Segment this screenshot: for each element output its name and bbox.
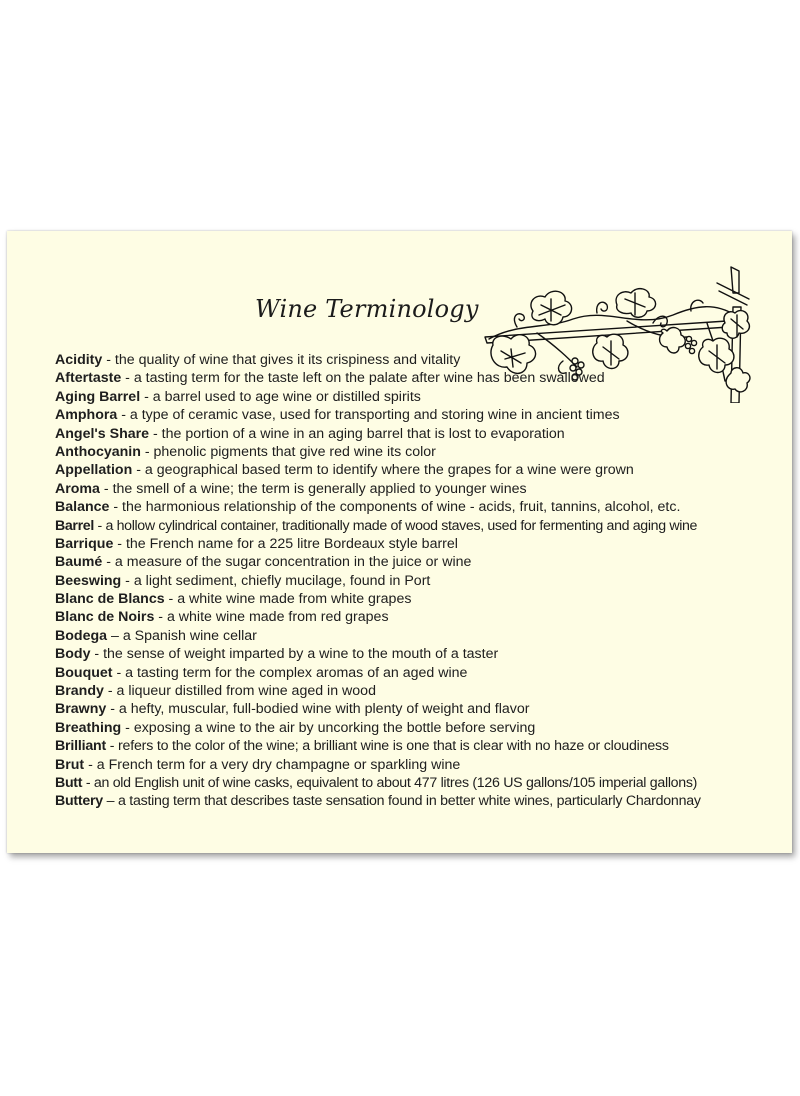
list-item: [55, 553, 785, 571]
list-item: [55, 737, 785, 755]
term-word: Blanc de Blancs: [55, 591, 165, 608]
term-definition: a tasting term for the taste left on the palate after wine has been swallowed: [133, 370, 605, 387]
term-separator: -: [106, 738, 119, 755]
term-definition: a liqueur distilled from wine aged in wood: [116, 683, 376, 700]
term-separator: -: [109, 499, 123, 516]
term-separator: -: [121, 719, 134, 736]
list-item: [55, 774, 785, 792]
term-definition: phenolic pigments that give red wine its color: [153, 443, 436, 460]
term-word: Aging Barrel: [55, 388, 141, 405]
list-item: [55, 682, 785, 700]
list-item: [55, 572, 785, 590]
terminology-list: [55, 351, 785, 811]
term-definition: a geographical based term to identify where the grapes for a wine were grown: [144, 462, 634, 479]
term-separator: –: [102, 793, 118, 810]
term-definition: a barrel used to age wine or distilled spirits: [152, 388, 421, 405]
list-item: [55, 645, 785, 663]
term-word: Buttery: [55, 793, 103, 810]
term-separator: -: [121, 572, 134, 589]
list-item: [55, 461, 785, 479]
term-separator: -: [84, 756, 97, 773]
term-word: Beeswing: [55, 572, 122, 589]
list-item: [55, 498, 785, 516]
list-item: [55, 756, 785, 774]
term-separator: -: [106, 701, 119, 718]
term-definition: a hollow cylindrical container, traditionally made of wood staves, used for fermenting and aging wine: [105, 517, 698, 534]
list-item: [55, 351, 785, 369]
term-definition: a Spanish wine cellar: [122, 627, 257, 644]
term-separator: -: [93, 517, 106, 534]
term-separator: -: [140, 388, 153, 405]
term-definition: the smell of a wine; the term is generally applied to younger wines: [112, 480, 527, 497]
term-word: Breathing: [55, 719, 122, 736]
list-item: [55, 406, 785, 424]
term-word: Body: [55, 646, 91, 663]
term-definition: a type of ceramic vase, used for transporting and storing wine in ancient times: [129, 407, 620, 424]
term-definition: the harmonious relationship of the components of wine - acids, fruit, tannins, alcohol, etc.: [122, 499, 681, 516]
list-item: [55, 792, 785, 810]
term-word: Acidity: [55, 352, 103, 368]
term-definition: exposing a wine to the air by uncorking the bottle before serving: [133, 719, 536, 736]
term-word: Blanc de Noirs: [55, 609, 155, 626]
term-separator: -: [121, 370, 134, 387]
term-word: Balance: [55, 499, 110, 516]
term-word: Barrel: [55, 517, 94, 534]
term-definition: the French name for a 225 litre Bordeaux style barrel: [125, 535, 458, 552]
term-separator: -: [149, 425, 162, 442]
term-word: Butt: [55, 774, 83, 791]
term-definition: refers to the color of the wine; a brilliant wine is one that is clear with no haze or cloudiness: [118, 738, 669, 755]
list-item: [55, 517, 785, 535]
term-definition: a tasting term that describes taste sensation found in better white wines, particularly Chardonnay: [117, 793, 701, 810]
term-separator: -: [132, 462, 145, 479]
list-item: [55, 443, 785, 461]
term-definition: a white wine made from red grapes: [166, 609, 389, 626]
terminology-card: [7, 231, 792, 853]
term-word: Angel's Share: [55, 425, 150, 442]
term-word: Amphora: [55, 407, 118, 424]
term-definition: the quality of wine that gives it its crispiness and vitality: [114, 352, 461, 368]
term-definition: a white wine made from white grapes: [177, 591, 412, 608]
term-word: Appellation: [55, 462, 133, 479]
term-definition: a tasting term for the complex aromas of an aged wine: [125, 664, 468, 681]
term-separator: -: [82, 774, 94, 791]
term-word: Brilliant: [55, 738, 107, 755]
term-separator: -: [99, 480, 113, 497]
list-item: [55, 590, 785, 608]
term-definition: a French term for a very dry champagne or sparkling wine: [96, 756, 461, 773]
term-definition: a light sediment, chiefly mucilage, found in Port: [133, 572, 431, 589]
list-item: [55, 369, 785, 387]
list-item: [55, 700, 785, 718]
term-word: Aftertaste: [55, 370, 122, 387]
term-separator: -: [164, 591, 178, 608]
list-item: [55, 388, 785, 406]
term-word: Brandy: [55, 683, 104, 700]
list-item: [55, 664, 785, 682]
term-definition: a measure of the sugar concentration in the juice or wine: [114, 554, 472, 571]
term-definition: an old English unit of wine casks, equivalent to about 477 litres (126 US gallons/105 imperial gallons): [93, 774, 698, 791]
term-separator: –: [107, 627, 123, 644]
term-word: Anthocyanin: [55, 443, 141, 460]
term-separator: -: [112, 664, 126, 681]
list-item: [55, 425, 785, 443]
term-definition: the sense of weight imparted by a wine to the mouth of a taster: [103, 646, 499, 663]
list-item: [55, 627, 785, 645]
term-separator: -: [102, 554, 115, 571]
term-word: Barrique: [55, 535, 114, 552]
term-word: Baumé: [55, 554, 103, 571]
list-item: [55, 535, 785, 553]
list-item: [55, 480, 785, 498]
list-item: [55, 608, 785, 626]
term-separator: -: [113, 535, 126, 552]
term-definition: the portion of a wine in an aging barrel that is lost to evaporation: [161, 425, 565, 442]
term-separator: -: [102, 352, 115, 368]
term-separator: -: [90, 646, 104, 663]
list-item: [55, 719, 785, 737]
term-word: Bodega: [55, 627, 108, 644]
term-separator: -: [140, 443, 154, 460]
term-separator: -: [103, 683, 117, 700]
term-definition: a hefty, muscular, full-bodied wine with plenty of weight and flavor: [118, 701, 530, 718]
term-word: Brut: [55, 756, 85, 773]
term-word: Aroma: [55, 480, 100, 497]
term-separator: -: [117, 407, 130, 424]
term-separator: -: [154, 609, 167, 626]
term-word: Brawny: [55, 701, 107, 718]
term-word: Bouquet: [55, 664, 113, 681]
page-title: Wine Terminology: [255, 295, 479, 323]
